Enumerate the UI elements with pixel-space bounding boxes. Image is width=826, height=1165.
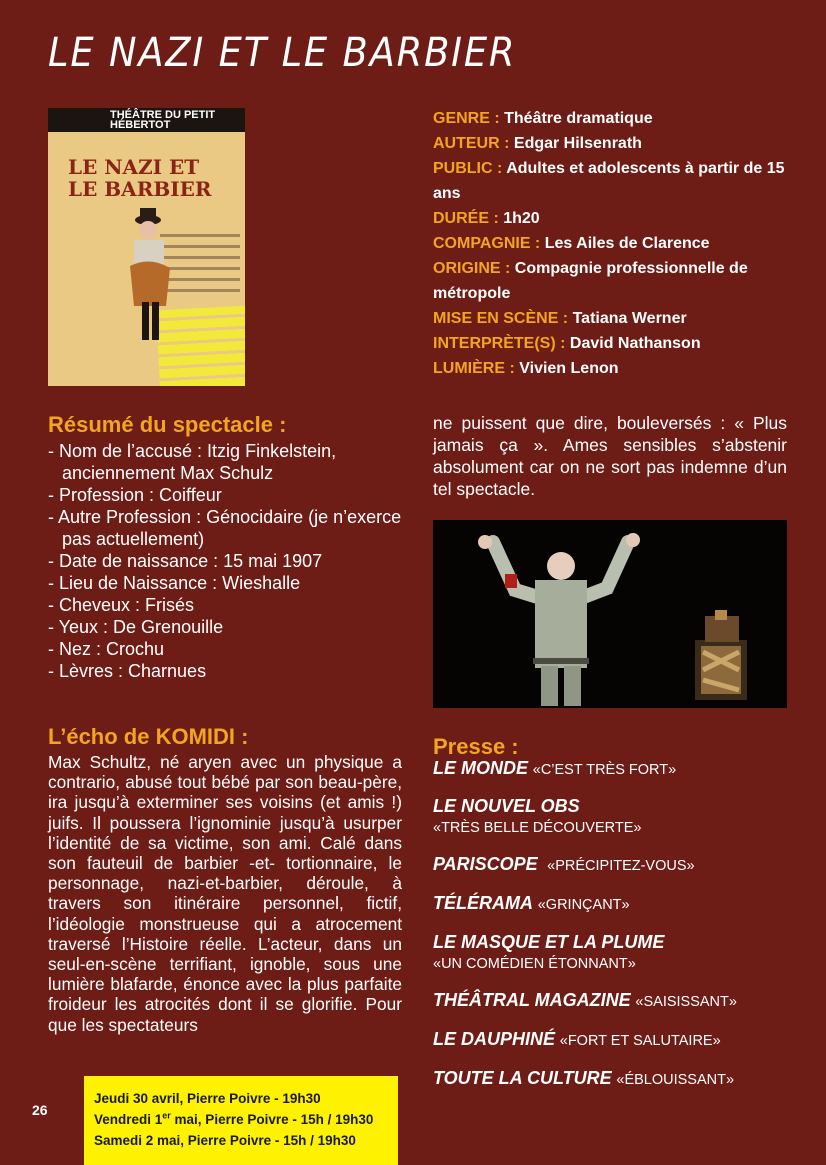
- info-key: LUMIÈRE :: [433, 360, 515, 377]
- date-line-2-day: Vendredi 1: [94, 1112, 163, 1127]
- press-item: [433, 854, 695, 876]
- resume-item: - Nom de l’accusé : Itzig Finkelstein, anciennement Max Schulz: [48, 441, 337, 483]
- info-key: COMPAGNIE :: [433, 235, 541, 252]
- press-name: LE MONDE: [433, 758, 529, 778]
- press-quote: «UN COMÉDIEN ÉTONNANT»: [433, 956, 636, 972]
- echo-heading: L’écho de KOMIDI :: [48, 724, 249, 749]
- info-key: AUTEUR :: [433, 135, 510, 152]
- resume-item: - Date de naissance : 15 mai 1907: [48, 551, 323, 571]
- info-value: David Nathanson: [569, 335, 701, 352]
- resume-item: - Lieu de Naissance : Wieshalle: [48, 573, 301, 593]
- resume-item: - Profession : Coiffeur: [48, 485, 222, 505]
- press-item: [433, 1029, 721, 1051]
- press-name: PARISCOPE: [433, 854, 538, 874]
- press-item: [433, 796, 641, 838]
- poster-title: LE NAZI ET LE BARBIER: [68, 155, 212, 201]
- info-value: Vivien Lenon: [519, 360, 619, 377]
- info-row: [433, 106, 793, 131]
- date-line-1: Jeudi 30 avril, Pierre Poivre - 19h30: [94, 1091, 321, 1106]
- press-name: LE MASQUE ET LA PLUME: [433, 932, 665, 952]
- info-row: [433, 231, 793, 256]
- press-item: [433, 990, 737, 1012]
- echo-text: Max Schultz, né aryen avec un physique a contrario, abusé tout bébé par son beau-père, ira jusqu’à exterminer ses voisins (et amis !) juifs. Il poussera l’ignominie jusqu’à usurper l’identité de sa victime, son ami. Calé dans son fauteuil de barbier -et- tortionnaire, le personnage, nazi-et-barbier, déroule, à travers son itinéraire personnel, fictif, l’idéologie monstrueuse qui a atrocement traversé l’Histoire réelle. L’acteur, dans un seul-en-scène terrifiant, ignoble, sous une lumière blafarde, énonce avec la plus parfaite froideur les atrocités dont il se glorifie. Pour que les spectateurs: [48, 752, 402, 1035]
- press-name: LE DAUPHINÉ: [433, 1029, 556, 1049]
- info-value: Les Ailes de Clarence: [544, 235, 710, 252]
- info-key: MISE EN SCÈNE :: [433, 310, 569, 327]
- press-quote: «PRÉCIPITEZ-VOUS»: [547, 858, 695, 874]
- info-row: [433, 156, 793, 206]
- poster-theatre-label: THÉÂTRE DU PETIT HÉBERTOT: [110, 109, 216, 131]
- press-item: [433, 758, 676, 780]
- show-poster: [48, 108, 245, 386]
- info-key: INTERPRÈTE(S) :: [433, 335, 566, 352]
- date-line-3: Samedi 2 mai, Pierre Poivre - 15h / 19h30: [94, 1133, 356, 1148]
- poster-figure-illustration: [120, 206, 180, 346]
- resume-item: - Nez : Crochu: [48, 639, 165, 659]
- dates-box: [84, 1076, 398, 1165]
- press-item: [433, 1068, 734, 1090]
- resume-item: - Cheveux : Frisés: [48, 595, 195, 615]
- date-line-2-sup: er: [162, 1110, 171, 1121]
- page-number: 26: [32, 1102, 48, 1118]
- stage-photo-illustration: [433, 520, 787, 708]
- resume-item: - Yeux : De Grenouille: [48, 617, 224, 637]
- date-line-2: [84, 1109, 398, 1130]
- resume-list: [48, 440, 408, 682]
- show-info: [433, 106, 793, 381]
- echo-text-continued: ne puissent que dire, bouleversés : « Plus jamais ça ». Ames sensibles s’abstenir absolument car on ne sort pas indemne d’un tel spectacle.: [433, 413, 787, 499]
- press-quote: «SAISISSANT»: [635, 994, 737, 1010]
- page-title: LE NAZI ET LE BARBIER: [48, 30, 517, 76]
- stage-photo: [433, 520, 787, 708]
- resume-item: - Autre Profession : Génocidaire (je n’exerce pas actuellement): [48, 507, 402, 549]
- info-value: Compagnie professionnelle de métropole: [433, 260, 748, 302]
- info-row: [433, 206, 793, 231]
- press-name: LE NOUVEL OBS: [433, 796, 580, 816]
- info-value: Théâtre dramatique: [504, 110, 653, 127]
- info-value: Tatiana Werner: [572, 310, 687, 327]
- presse-heading: Presse :: [433, 734, 519, 759]
- resume-item: - Lèvres : Charnues: [48, 661, 207, 681]
- resume-heading: Résumé du spectacle :: [48, 412, 287, 437]
- info-row: [433, 256, 793, 306]
- info-row: [433, 356, 793, 381]
- press-quote: «FORT ET SALUTAIRE»: [559, 1033, 721, 1049]
- info-key: DURÉE :: [433, 210, 499, 227]
- info-value: Edgar Hilsenrath: [513, 135, 642, 152]
- info-key: GENRE :: [433, 110, 500, 127]
- press-name: TOUTE LA CULTURE: [433, 1068, 612, 1088]
- info-key: ORIGINE :: [433, 260, 511, 277]
- info-row: [433, 306, 793, 331]
- info-key: PUBLIC :: [433, 160, 503, 177]
- info-value: 1h20: [503, 210, 540, 227]
- date-line-2-rest: mai, Pierre Poivre - 15h / 19h30: [170, 1112, 374, 1127]
- press-item: [433, 893, 630, 915]
- press-name: THÉÂTRAL MAGAZINE: [433, 990, 631, 1010]
- info-row: [433, 331, 793, 356]
- press-quote: «TRÈS BELLE DÉCOUVERTE»: [433, 820, 642, 836]
- info-row: [433, 131, 793, 156]
- press-quote: «ÉBLOUISSANT»: [616, 1072, 735, 1088]
- press-name: TÉLÉRAMA: [433, 893, 533, 913]
- press-item: [433, 932, 664, 974]
- press-quote: «C’EST TRÈS FORT»: [532, 762, 677, 778]
- info-value: Adultes et adolescents à partir de 15 ans: [433, 160, 785, 202]
- press-quote: «GRINÇANT»: [537, 897, 630, 913]
